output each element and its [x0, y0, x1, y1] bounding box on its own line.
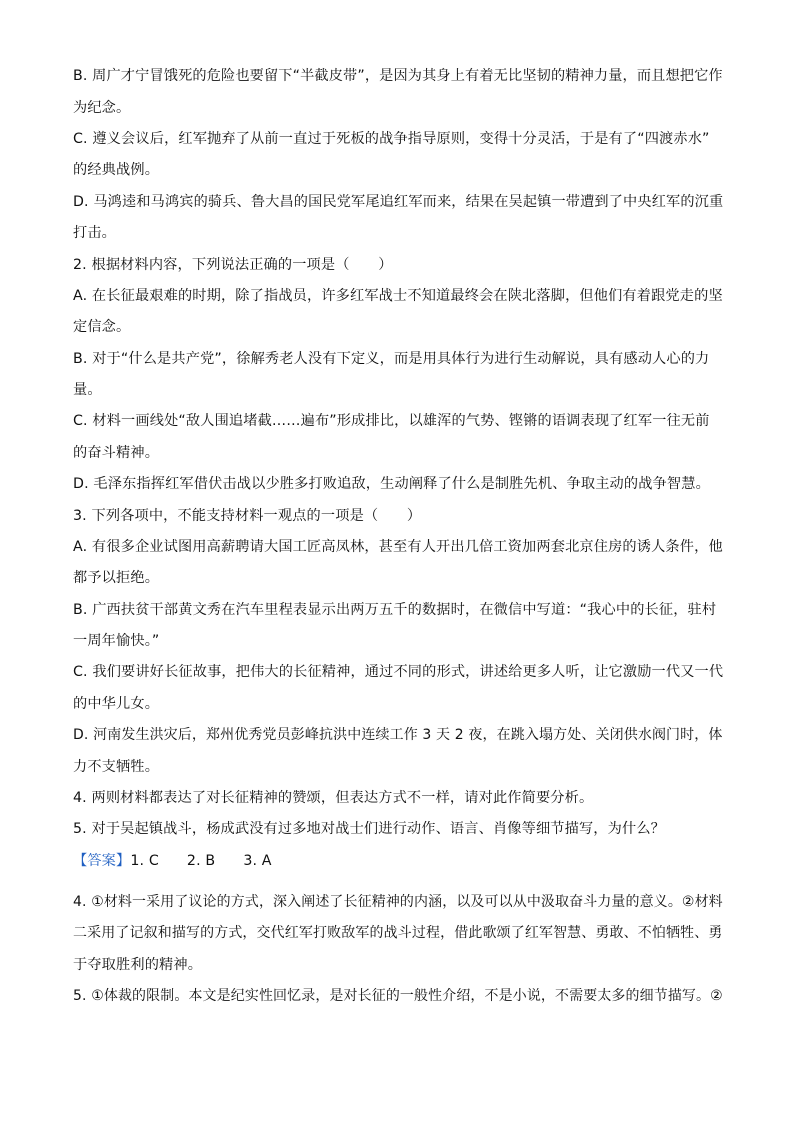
text-line: 的中华儿女。	[73, 696, 160, 712]
answer-line	[73, 851, 272, 871]
answer-item: 1. C	[130, 853, 159, 869]
text-line: C. 我们要讲好长征故事，把伟大的长征精神，通过不同的形式，讲述给更多人听，让它激励一代又一代	[73, 664, 724, 680]
question-4: 4. 两则材料都表达了对长征精神的赞颂，但表达方式不一样，请对此作简要分析。	[73, 790, 594, 806]
text-line: 打击。	[73, 225, 117, 241]
text-line: 一周年愉快。”	[73, 633, 160, 649]
text-line: 定信念。	[73, 319, 131, 335]
question-5: 5. 对于吴起镇战斗，杨成武没有过多地对战士们进行动作、语言、肖像等细节描写，为什么？	[73, 821, 665, 837]
text-line: 为纪念。	[73, 100, 131, 116]
text-line: B. 周广才宁冒饿死的危险也要留下“半截皮带”，是因为其身上有着无比坚韧的精神力量，而且想把它作	[73, 68, 723, 84]
text-line: 都予以拒绝。	[73, 570, 160, 586]
text-line: 的经典战例。	[73, 162, 160, 178]
answer-item: 3. A	[243, 853, 272, 869]
explanation-line: 5. ①体裁的限制。本文是纪实性回忆录，是对长征的一般性介绍，不是小说，不需要太多的细节描写。②	[73, 988, 723, 1004]
explanation-line: 二采用了记叙和描写的方式，交代红军打败敌军的战斗过程，借此歌颂了红军智慧、勇敢、不怕牺牲、勇	[73, 925, 723, 941]
text-line: D. 马鸿逵和马鸿宾的骑兵、鲁大昌的国民党军尾追红军而来，结果在吴起镇一带遭到了中央红军的沉重	[73, 194, 724, 210]
text-line: 的奋斗精神。	[73, 445, 160, 461]
text-line: B. 对于“什么是共产党”，徐解秀老人没有下定义，而是用具体行为进行生动解说，具有感动人心的力	[73, 351, 710, 367]
explanation-line: 4. ①材料一采用了议论的方式，深入阐述了长征精神的内涵，以及可以从中汲取奋斗力量的意义。②材料	[73, 894, 723, 910]
text-line: A. 在长征最艰难的时期，除了指战员，许多红军战士不知道最终会在陕北落脚，但他们有着跟党走的坚	[73, 288, 723, 304]
question-2: 2. 根据材料内容，下列说法正确的一项是（ ）	[73, 257, 393, 273]
question-3: 3. 下列各项中，不能支持材料一观点的一项是（ ）	[73, 508, 422, 524]
text-line: C. 遵义会议后，红军抛弃了从前一直过于死板的战争指导原则，变得十分灵活，于是有了“四渡赤水”	[73, 131, 710, 147]
text-line: B. 广西扶贫干部黄文秀在汽车里程表显示出两万五千的数据时，在微信中写道：“我心中的长征，驻村	[73, 602, 717, 618]
text-line: A. 有很多企业试图用高薪聘请大国工匠高凤林，甚至有人开出几倍工资加两套北京住房的诱人条件，他	[73, 539, 723, 555]
answer-item: 2. B	[186, 853, 216, 869]
answer-tag: 【答案】	[73, 853, 131, 869]
text-line: D. 毛泽东指挥红军借伏击战以少胜多打败追敌，生动阐释了什么是制胜先机、争取主动的战争智慧。	[73, 476, 710, 492]
text-line: 量。	[73, 382, 102, 398]
text-line: D. 河南发生洪灾后，郑州优秀党员彭峰抗洪中连续工作 3 天 2 夜，在跳入塌方处、关闭供水阀门时，体	[73, 727, 723, 743]
text-line: 力不支牺牲。	[73, 759, 160, 775]
text-line: C. 材料一画线处“敌人围追堵截……遍布”形成排比，以雄浑的气势、铿锵的语调表现了红军一往无前	[73, 413, 710, 429]
explanation-line: 于夺取胜利的精神。	[73, 957, 203, 973]
